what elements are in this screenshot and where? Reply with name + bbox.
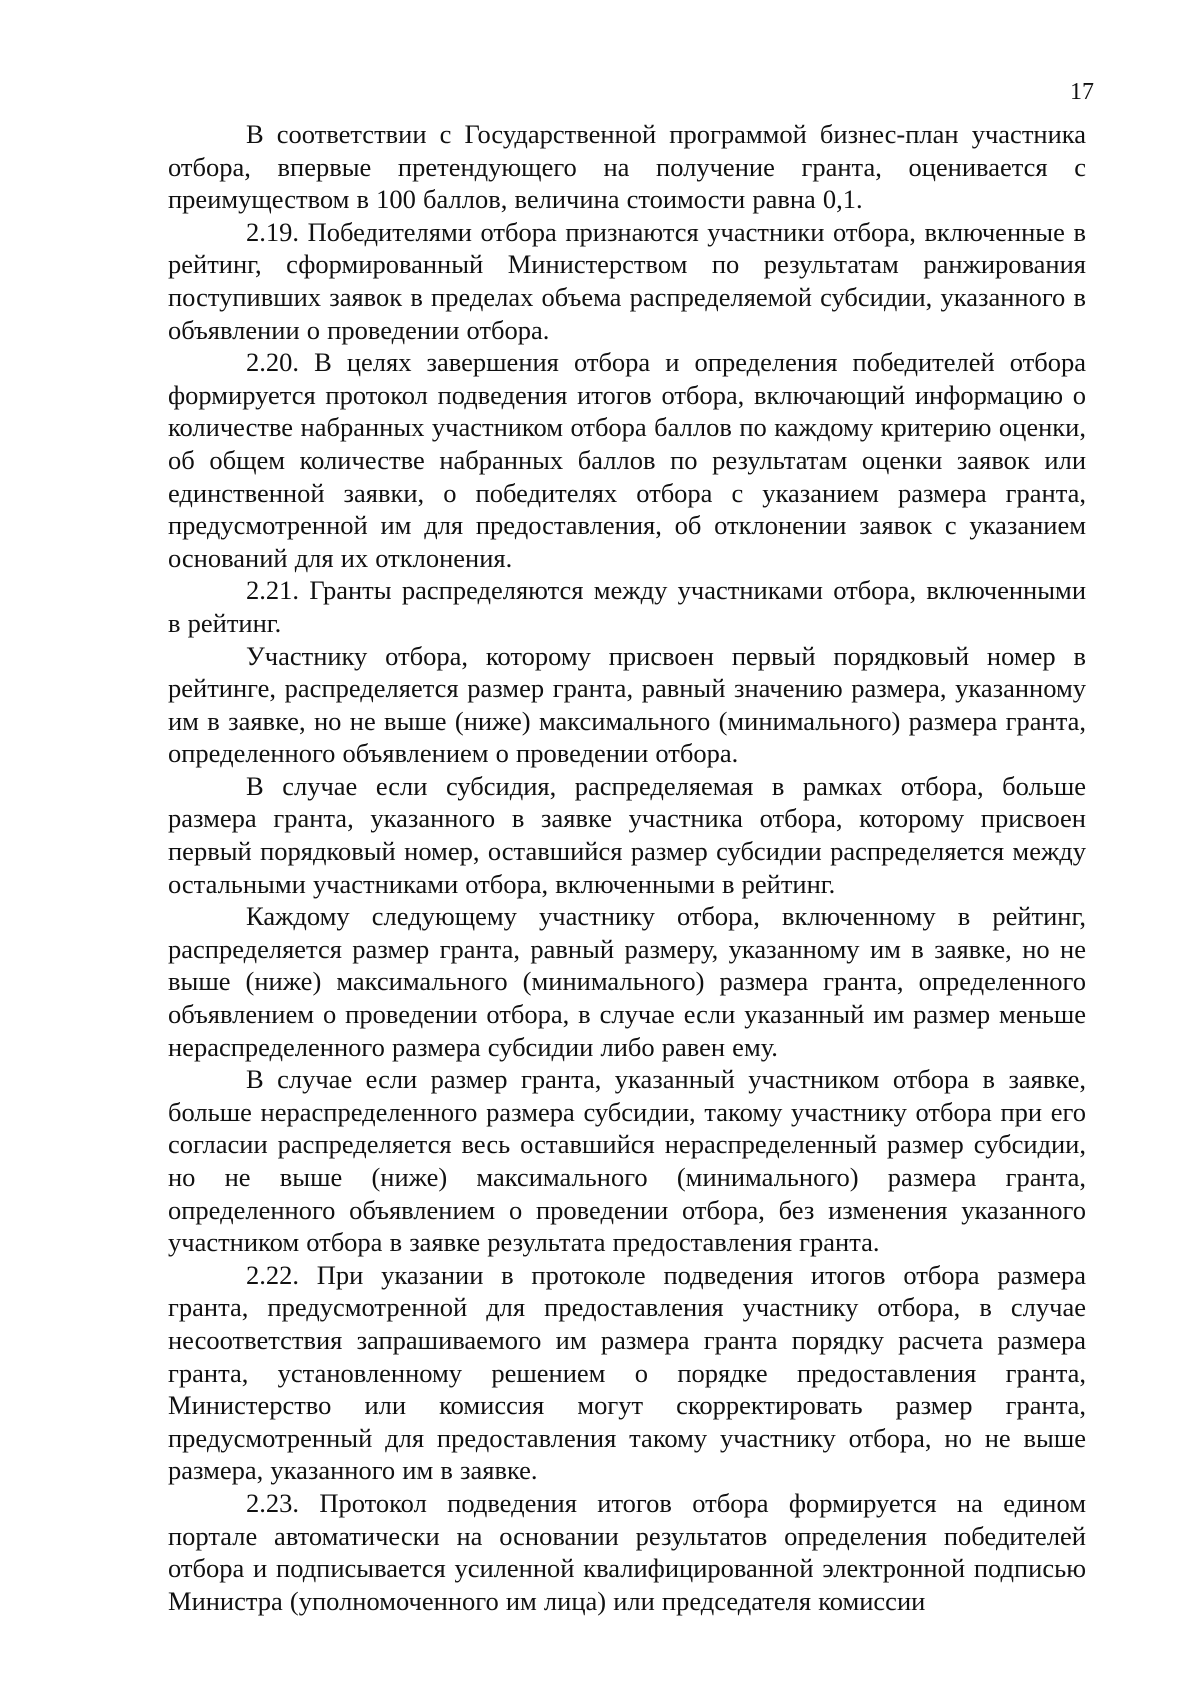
document-body: [168, 118, 1086, 1617]
paragraph: В соответствии с Государственной программой бизнес-план участника отбора, впервые претендующего на получение гранта, оценивается с преимуществом в 100 баллов, величина стоимости равна 0,1.: [168, 119, 1086, 215]
page-number: 17: [1070, 79, 1094, 105]
paragraph: Каждому следующему участнику отбора, включенному в рейтинг, распределяется размер гранта, равный размеру, указанному им в заявке, но не выше (ниже) максимального (минимального) размера гранта, определенного объявлением о проведении отбора, в случае если указанный им размер меньше нераспределенного размера субсидии либо равен ему.: [168, 901, 1086, 1062]
paragraph: В случае если размер гранта, указанный участником отбора в заявке, больше нераспределенного размера субсидии, такому участнику отбора при его согласии распределяется весь оставшийся нераспределенный размер субсидии, но не выше (ниже) максимального (минимального) размера гранта, определенного объявлением о проведении отбора, без изменения указанного участником отбора в заявке результата предоставления гранта.: [168, 1064, 1086, 1258]
paragraph: 2.21. Гранты распределяются между участниками отбора, включенными в рейтинг.: [168, 575, 1086, 638]
paragraph: В случае если субсидия, распределяемая в рамках отбора, больше размера гранта, указанного в заявке участника отбора, которому присвоен первый порядковый номер, оставшийся размер субсидии распределяется между остальными участниками отбора, включенными в рейтинг.: [168, 770, 1086, 899]
paragraph: 2.22. При указании в протоколе подведения итогов отбора размера гранта, предусмотренной для предоставления участнику отбора, в случае несоответствия запрашиваемого им размера гранта порядку расчета размера гранта, установленному решением о порядке предоставления гранта, Министерство или комиссия могут скорректировать размер гранта, предусмотренный для предоставления такому участнику отбора, но не выше размера, указанного им в заявке.: [168, 1259, 1086, 1486]
paragraph: 2.19. Победителями отбора признаются участники отбора, включенные в рейтинг, сформированный Министерством по результатам ранжирования поступивших заявок в пределах объема распределяемой субсидии, указанного в объявлении о проведении отбора.: [168, 216, 1086, 345]
paragraph: Участнику отбора, которому присвоен первый порядковый номер в рейтинге, распределяется размер гранта, равный значению размера, указанному им в заявке, но не выше (ниже) максимального (минимального) размера гранта, определенного объявлением о проведении отбора.: [168, 640, 1086, 769]
paragraph: 2.20. В целях завершения отбора и определения победителей отбора формируется протокол подведения итогов отбора, включающий информацию о количестве набранных участником отбора баллов по каждому критерию оценки, об общем количестве набранных баллов по результатам оценки заявок или единственной заявки, о победителях отбора с указанием размера гранта, предусмотренной им для предоставления, об отклонении заявок с указанием оснований для их отклонения.: [168, 347, 1086, 573]
paragraph: 2.23. Протокол подведения итогов отбора формируется на едином портале автоматически на основании результатов определения победителей отбора и подписывается усиленной квалифицированной электронной подписью Министра (уполномоченного им лица) или председателя комиссии: [168, 1487, 1086, 1616]
